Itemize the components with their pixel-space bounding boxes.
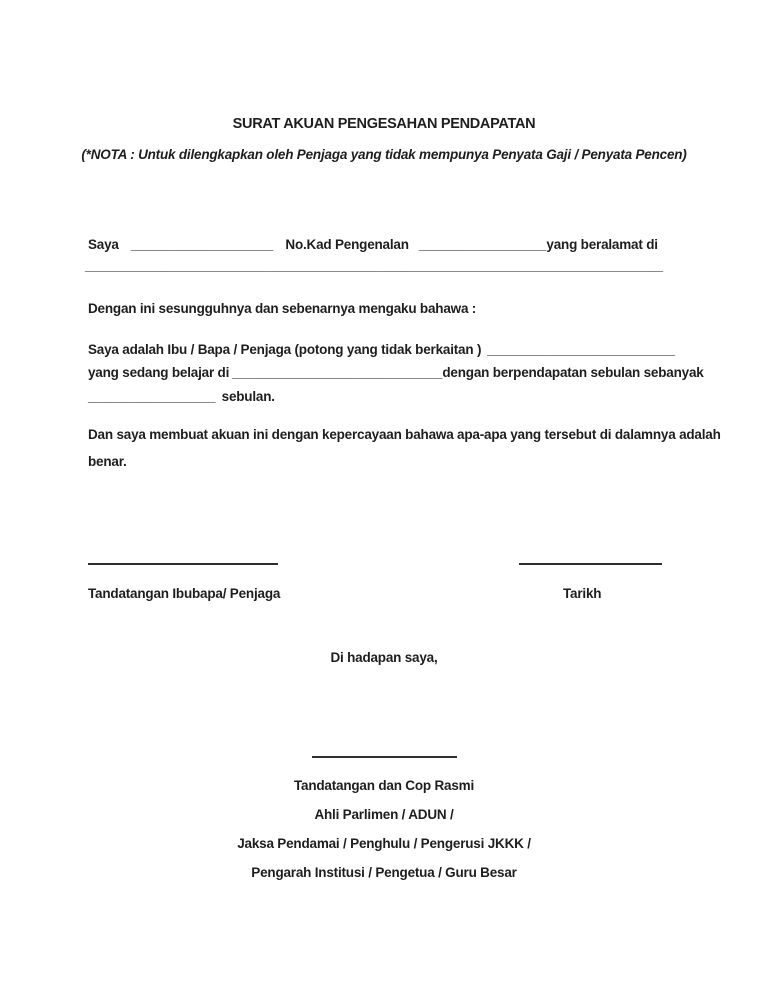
official-signature-line <box>312 756 457 758</box>
note-line: (*NOTA : Untuk dilengkapkan oleh Penjaga yang tidak mempunya Penyata Gaji / Penyata Pencen) <box>81 147 687 162</box>
official-capacity-line: Tandatangan dan Cop Rasmi <box>293 778 475 793</box>
relationship-line <box>88 342 675 358</box>
institution-blank: ____________________________ <box>232 365 443 380</box>
date-signature-line <box>519 563 662 565</box>
official-capacity-line: Jaksa Pendamai / Penghulu / Pengerusi JKKK / <box>237 836 531 851</box>
amount-line <box>88 389 275 405</box>
page-title: SURAT AKUAN PENGESAHAN PENDAPATAN <box>232 116 536 132</box>
date-label: Tarikh <box>563 586 602 601</box>
amount-suffix: sebulan. <box>221 389 275 404</box>
saya-label: Saya <box>88 237 119 252</box>
ic-label: No.Kad Pengenalan <box>285 237 409 252</box>
parent-signature-label: Tandatangan Ibubapa/ Penjaga <box>88 586 281 601</box>
study-line <box>88 365 704 381</box>
identity-line <box>88 237 658 253</box>
closing-statement-line1: Dan saya membuat akuan ini dengan kepercayaan bahawa apa-apa yang tersebut di dalamnya adalah <box>88 427 721 442</box>
address-blank-line: _____________________________________________________________________________ <box>85 258 664 273</box>
name-blank: ___________________ <box>130 237 274 252</box>
address-label: yang beralamat di <box>546 237 658 252</box>
amount-blank: _________________ <box>88 389 216 404</box>
relationship-blank: _________________________ <box>487 342 675 357</box>
parent-signature-line <box>88 563 278 565</box>
witness-intro: Di hadapan saya, <box>330 650 438 665</box>
ic-blank: _________________ <box>418 237 547 252</box>
relationship-text: Saya adalah Ibu / Bapa / Penjaga (potong yang tidak berkaitan ) <box>88 342 482 357</box>
study-prefix: yang sedang belajar di <box>88 365 230 380</box>
official-capacity-line: Ahli Parlimen / ADUN / <box>314 807 454 822</box>
income-suffix: dengan berpendapatan sebulan sebanyak <box>442 365 704 380</box>
declaration-intro: Dengan ini sesungguhnya dan sebenarnya mengaku bahawa : <box>88 301 477 316</box>
closing-statement-line2: benar. <box>88 454 127 469</box>
official-capacity-line: Pengarah Institusi / Pengetua / Guru Besar <box>251 865 517 880</box>
